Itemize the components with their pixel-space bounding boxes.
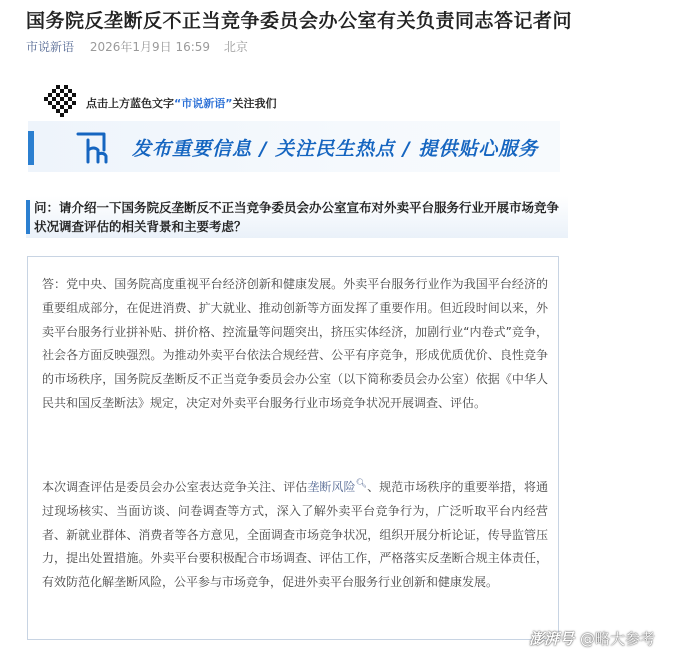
pixel-arrow-icon [42,85,80,117]
question-text: 问：请介绍一下国务院反垄断反不正当竞争委员会办公室宣布对外卖平台服务行业开展市场竞争状况调查评估的相关背景和主要考虑？ [34,200,560,234]
answer-paragraph-1: 答：党中央、国务院高度重视平台经济创新和健康发展。外卖平台服务行业作为我国平台经济的重要组成部分，在促进消费、扩大就业、推动创新等方面发挥了重要作用。但近段时间以来，外卖平台服务行业拼补贴、拼价格、控流量等问题突出，挤压实体经济，加剧行业“内卷式”竞争，社会各方面反映强烈。为推动外卖平台依法合规经营、公平有序竞争，形成优质优价、良性竞争的市场秩序，国务院反垄断反不正当竞争委员会办公室（以下简称委员会办公室）依据《中华人民共和国反垄断法》规定，决定对外卖平台服务行业市场竞争状况开展调查、评估。 [42,277,548,410]
article-meta [26,38,258,55]
watermark [529,628,655,649]
follow-text: 点击上方蓝色文字“市说新语”关注我们 [86,97,277,110]
tap-hand-icon [74,128,114,168]
publish-location: 北京 [223,40,248,54]
question-block [26,196,568,238]
article-title: 国务院反垄断反不正当竞争委员会办公室有关负责同志答记者问 [26,10,573,32]
slogan-banner [28,121,560,172]
publish-date: 2026年1月9日 16:59 [89,40,211,54]
follow-account-link[interactable]: “市说新语” [174,97,233,110]
keyword-search-link[interactable]: 垄断风险 [307,480,356,494]
banner-slogan: 发布重要信息 / 关注民生热点 / 提供贴心服务 [132,138,539,160]
question-accent-bar [26,200,30,234]
banner-accent-bar [28,131,34,165]
search-icon: 🔍︎ [355,479,368,489]
source-account-link[interactable]: 市说新语 [26,40,75,54]
watermark-brand: 澎湃号 [529,630,575,648]
answer-box [27,256,559,640]
watermark-account: @略大参考 [580,630,656,648]
answer-paragraph-2: 本次调查评估是委员会办公室表达竞争关注、评估垄断风险🔍︎、规范市场秩序的重要举措，将通过现场核实、当面访谈、问卷调查等方式，深入了解外卖平台竞争行为，广泛听取平台内经营者、新就业群体、消费者等各方意见，全面调查市场竞争状况，组织开展分析论证，传导监管压力，提出处置措施。外卖平台要积极配合市场调查、评估工作，严格落实反垄断合规主体责任，有效防范化解垄断风险，公平参与市场竞争，促进外卖平台服务行业创新和健康发展。 [42,479,548,590]
